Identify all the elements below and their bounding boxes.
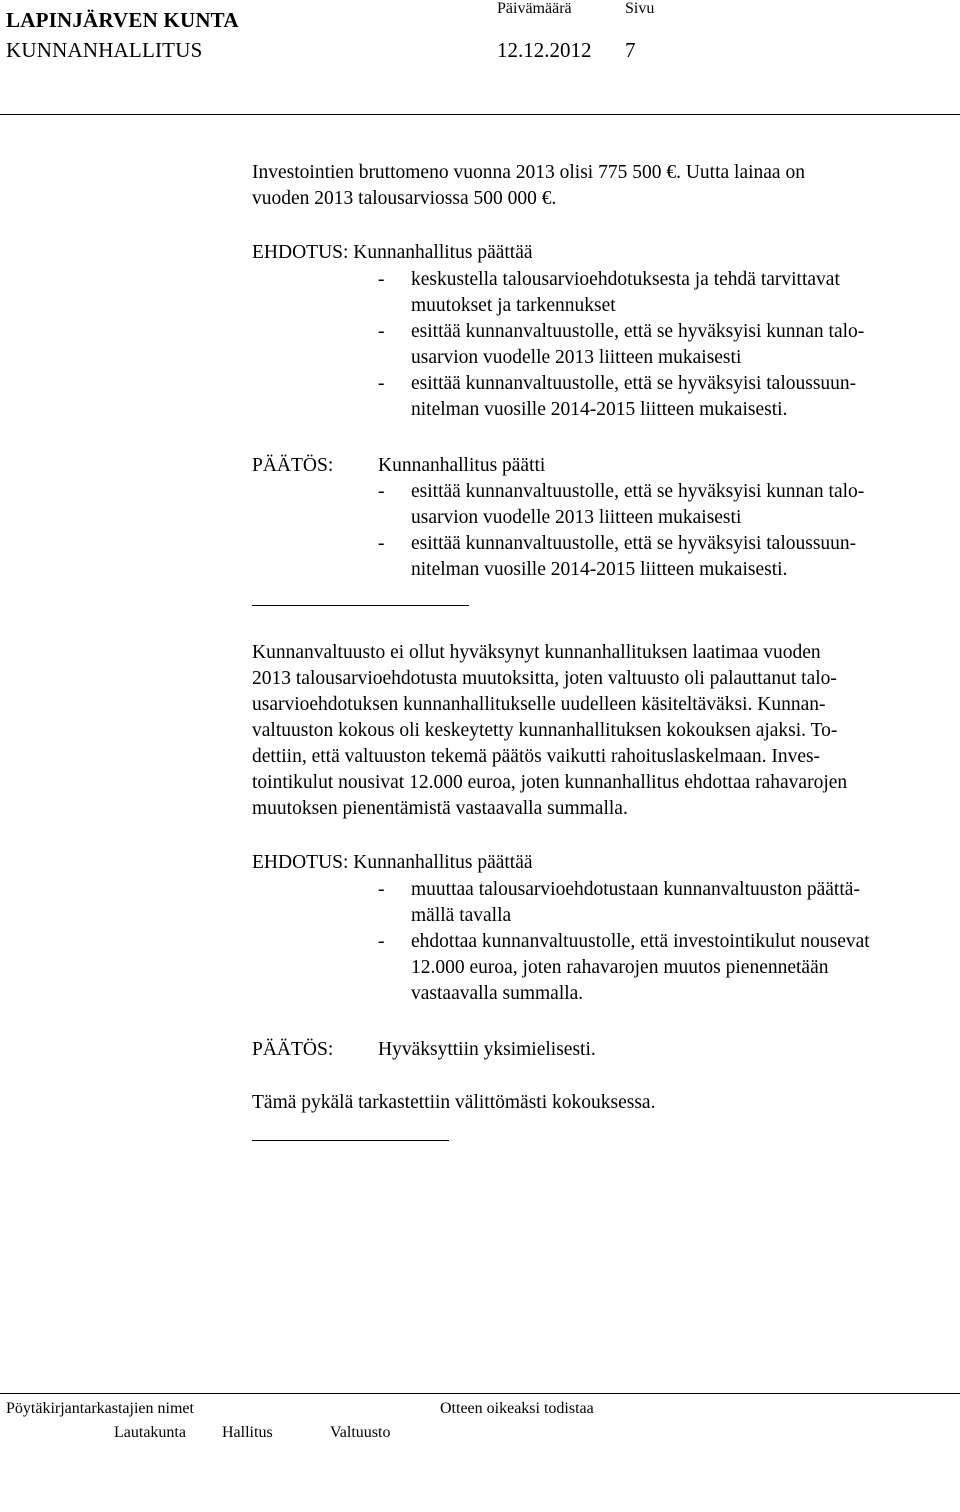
paragraph-line: tointikulut nousivat 12.000 euroa, joten kunnanhallitus ehdottaa rahavarojen — [252, 772, 848, 793]
page-label: Sivu — [625, 0, 655, 17]
meeting-date: 12.12.2012 — [497, 38, 592, 62]
signature-column-label: Lautakunta — [114, 1424, 186, 1441]
bullet-dash: - — [378, 269, 385, 290]
decision-item-line: usarvion vuodelle 2013 liitteen mukaisesti — [411, 507, 742, 528]
proposal-heading: EHDOTUS: Kunnanhallitus päättää — [252, 852, 533, 873]
inspectors-label: Pöytäkirjantarkastajien nimet — [6, 1400, 194, 1417]
decision-item-line: esittää kunnanvaltuustolle, että se hyväksyisi taloussuun- — [411, 533, 857, 554]
decision-label: PÄÄTÖS: — [252, 455, 334, 476]
paragraph-line: 2013 talousarvioehdotusta muutoksitta, joten valtuusto oli palauttanut talo- — [252, 668, 837, 689]
signature-column-label: Hallitus — [222, 1424, 273, 1441]
paragraph-line: usarvioehdotuksen kunnanhallitukselle uudelleen käsiteltäväksi. Kunnan- — [252, 694, 826, 715]
bullet-dash: - — [378, 321, 385, 342]
signature-column-label: Valtuusto — [330, 1424, 391, 1441]
proposal-item-line: usarvion vuodelle 2013 liitteen mukaisesti — [411, 347, 742, 368]
organization-name: LAPINJÄRVEN KUNTA — [6, 8, 239, 32]
proposal-item-line: mällä tavalla — [411, 905, 512, 926]
bullet-dash: - — [378, 481, 385, 502]
paragraph-line: dettiin, että valtuuston tekemä päätös vaikutti rahoituslaskelmaan. Inves- — [252, 746, 821, 767]
proposal-item-line: muutokset ja tarkennukset — [411, 295, 616, 316]
bullet-dash: - — [378, 931, 385, 952]
proposal-item-line: 12.000 euroa, joten rahavarojen muutos pienennetään — [411, 957, 829, 978]
section-divider — [252, 605, 469, 606]
paragraph-line: Kunnanvaltuusto ei ollut hyväksynyt kunnanhallituksen laatimaa vuoden — [252, 642, 821, 663]
header-divider — [0, 114, 960, 115]
proposal-heading: EHDOTUS: Kunnanhallitus päättää — [252, 242, 533, 263]
board-name: KUNNANHALLITUS — [6, 38, 203, 62]
decision-text: Kunnanhallitus päätti — [378, 455, 546, 476]
decision-item-line: nitelman vuosille 2014-2015 liitteen mukaisesti. — [411, 559, 788, 580]
paragraph-line: valtuuston kokous oli keskeytetty kunnanhallituksen kokouksen ajaksi. To- — [252, 720, 838, 741]
decision-item-line: esittää kunnanvaltuustolle, että se hyväksyisi kunnan talo- — [411, 481, 865, 502]
decision-text: Hyväksyttiin yksimielisesti. — [378, 1039, 596, 1060]
proposal-item-line: muuttaa talousarvioehdotustaan kunnanvaltuuston päättä- — [411, 879, 860, 900]
paragraph-line: muutoksen pienentämistä vastaavalla summalla. — [252, 798, 628, 819]
bullet-dash: - — [378, 879, 385, 900]
proposal-item-line: keskustella talousarvioehdotuksesta ja tehdä tarvittavat — [411, 269, 840, 290]
certified-label: Otteen oikeaksi todistaa — [440, 1400, 594, 1417]
intro-line-1: Investointien bruttomeno vuonna 2013 olisi 775 500 €. Uutta lainaa on — [252, 162, 805, 183]
bullet-dash: - — [378, 373, 385, 394]
footer-divider — [0, 1393, 960, 1394]
intro-line-2: vuoden 2013 talousarviossa 500 000 €. — [252, 188, 557, 209]
proposal-item-line: esittää kunnanvaltuustolle, että se hyväksyisi kunnan talo- — [411, 321, 865, 342]
proposal-item-line: ehdottaa kunnanvaltuustolle, että investointikulut nousevat — [411, 931, 870, 952]
proposal-item-line: esittää kunnanvaltuustolle, että se hyväksyisi taloussuun- — [411, 373, 857, 394]
decision-label: PÄÄTÖS: — [252, 1039, 334, 1060]
proposal-item-line: vastaavalla summalla. — [411, 983, 584, 1004]
page-number: 7 — [625, 38, 636, 62]
proposal-item-line: nitelman vuosille 2014-2015 liitteen mukaisesti. — [411, 399, 788, 420]
closing-note: Tämä pykälä tarkastettiin välittömästi kokouksessa. — [252, 1092, 656, 1113]
bullet-dash: - — [378, 533, 385, 554]
date-label: Päivämäärä — [497, 0, 572, 17]
section-divider — [252, 1140, 449, 1141]
